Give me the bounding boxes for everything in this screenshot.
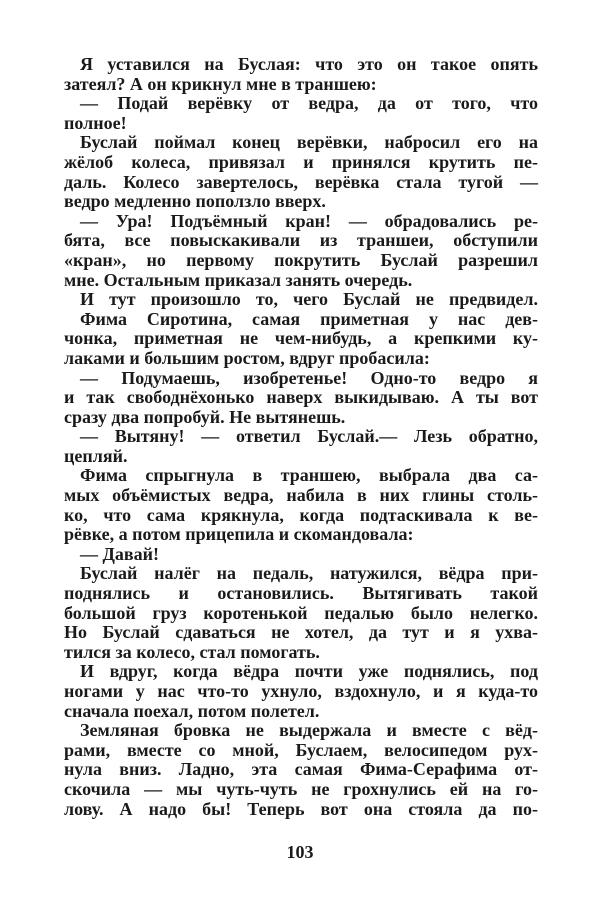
page-body-text	[64, 55, 538, 819]
text-line: скочила — мы чуть-чуть не грохнулись ей на го-	[64, 778, 538, 799]
text-line: ведро медленно поползло вверх.	[64, 191, 326, 212]
text-line: и так свободнёхонько наверх выкидываю. А ты вот	[64, 387, 538, 408]
text-line: сразу два попробуй. Не вытянешь.	[64, 406, 346, 427]
text-line: Я уставился на Буслая: что это он такое опять	[80, 54, 538, 74]
text-line: сначала поехал, потом полетел.	[64, 700, 320, 721]
text-line: лову. А надо бы! Теперь вот она стояла да по-	[64, 798, 538, 819]
text-line: рами, вместе со мной, Буслаем, велосипедом рух-	[64, 739, 538, 760]
text-line: цепляй.	[64, 445, 128, 466]
text-line: Земляная бровка не выдержала и вместе с вёд-	[80, 720, 538, 741]
text-line: И тут произошло то, чего Буслай не предвидел.	[80, 289, 538, 310]
text-line: Фима спрыгнула в траншею, выбрала два са-	[80, 465, 538, 486]
text-line: рёвке, а потом прицепила и скомандовала:	[64, 524, 414, 545]
text-line: Но Буслай сдаваться не хотел, да тут и я ухва-	[64, 622, 538, 643]
text-line: — Подумаешь, изобретенье! Одно-то ведро я	[80, 367, 538, 388]
text-line: — Ура! Подъёмный кран! — обрадовались ре-	[80, 210, 538, 231]
text-line: Буслай поймал конец верёвки, набросил его на	[80, 132, 538, 153]
text-line: затеял? А он крикнул мне в траншею:	[64, 73, 377, 94]
text-line: ко, что сама крякнула, когда подтаскивала к ве-	[64, 504, 538, 525]
text-line: мых объёмистых ведра, набила в них глины столь-	[64, 485, 538, 506]
text-line: Буслай налёг на педаль, натужился, вёдра при-	[80, 563, 538, 584]
text-line: И вдруг, когда вёдра почти уже поднялись, под	[80, 661, 538, 682]
text-line: жёлоб колеса, привязал и принялся крутить пе-	[64, 151, 538, 172]
text-line: нула вниз. Ладно, эта самая Фима-Серафима от-	[64, 759, 538, 780]
text-line: — Подай верёвку от ведра, да от того, что	[80, 93, 538, 114]
text-line: лаками и большим ростом, вдруг пробасила:	[64, 347, 430, 368]
text-line: «кран», но первому покрутить Буслай разрешил	[64, 249, 538, 270]
text-line: — Давай!	[80, 543, 159, 564]
text-line: тился за колесо, стал помогать.	[64, 641, 320, 662]
text-line: Фима Сиротина, самая приметная у нас дев-	[80, 308, 538, 329]
text-line: мне. Остальным приказал занять очередь.	[64, 269, 413, 290]
text-line: полное!	[64, 112, 127, 133]
text-line: бята, все повыскакивали из траншеи, обступили	[64, 230, 538, 251]
text-line: — Вытяну! — ответил Буслай.— Лезь обратно,	[80, 426, 538, 447]
page-number: 103	[286, 842, 314, 862]
text-line: поднялись и остановились. Вытягивать такой	[64, 583, 538, 604]
text-line: ногами у нас что-то ухнуло, вздохнуло, и я куда-то	[64, 681, 538, 701]
text-line: большой груз коротенькой педалью было нелегко.	[64, 602, 538, 623]
text-line: даль. Колесо завертелось, верёвка стала тугой —	[64, 171, 538, 192]
text-line: чонка, приметная не чем-нибудь, а крепкими ку-	[64, 328, 538, 349]
